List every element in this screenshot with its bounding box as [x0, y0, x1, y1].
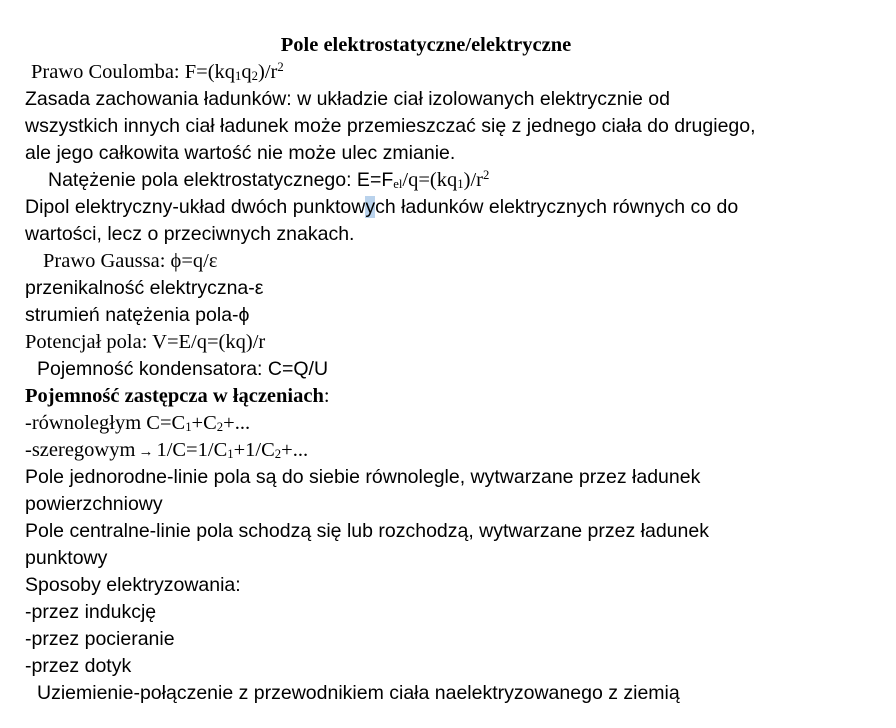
subscript: el [393, 176, 403, 191]
series-text: 1/C=1/C [156, 439, 228, 461]
central-field-line-1: Pole centralne-linie pola schodzą się lub rozchodzą, wytwarzane przez ładunek [25, 520, 709, 542]
subscript: 1 [227, 446, 234, 461]
dipole-text: ch ładunków elektrycznych równych co do [375, 196, 739, 218]
coulomb-text: )/r [258, 61, 278, 83]
series-text: -szeregowym [25, 439, 136, 461]
right-arrow-icon: → [138, 444, 154, 460]
parallel-text: +... [223, 412, 251, 434]
subscript: 2 [251, 68, 258, 83]
equivalent-capacitance-heading [25, 383, 330, 410]
document-title: Pole elektrostatyczne/elektryczne [280, 34, 572, 56]
electrification-item: -przez dotyk [25, 655, 132, 677]
heading-colon: : [323, 385, 330, 407]
dipole-text: Dipol elektryczny-układ dwóch punktow [25, 196, 366, 218]
subscript: 2 [274, 446, 282, 461]
field-strength-text: /q=(kq [402, 169, 458, 191]
coulomb-text: q [241, 61, 252, 83]
subscript: 1 [235, 68, 242, 83]
electrification-heading: Sposoby elektryzowania: [25, 574, 241, 596]
conservation-line-2: wszystkich innych ciał ładunek może przemieszczać się z jednego ciała do drugiego, [25, 115, 756, 137]
series-text: +1/C [233, 439, 275, 461]
electrification-item: -przez indukcję [25, 601, 157, 623]
central-field-line-2: punktowy [25, 547, 108, 569]
uniform-field-line-1: Pole jednorodne-linie pola są do siebie równolegle, wytwarzane przez ładunek [25, 466, 701, 488]
coulomb-law [31, 59, 284, 86]
field-strength [48, 167, 489, 194]
field-strength-text: Natężenie pola elektrostatycznego: E=F [48, 169, 394, 191]
subscript: 1 [185, 419, 192, 434]
grounding: Uziemienie-połączenie z przewodnikiem ciała naelektryzowanego z ziemią [37, 682, 680, 704]
dipole-line-1 [25, 194, 738, 221]
flux: strumień natężenia pola-ϕ [25, 304, 250, 326]
superscript: 2 [277, 60, 284, 75]
uniform-field-line-2: powierzchniowy [25, 493, 163, 515]
subscript: 1 [457, 176, 464, 191]
series-connection [25, 437, 308, 466]
text-cursor-selection: y [365, 196, 376, 218]
potential: Potencjał pola: V=E/q=(kq)/r [25, 331, 266, 353]
series-text: +... [281, 439, 309, 461]
capacitance: Pojemność kondensatora: C=Q/U [37, 358, 329, 380]
parallel-connection [25, 410, 250, 437]
heading-bold-text: Pojemność zastępcza w łączeniach [25, 385, 324, 407]
parallel-text: +C [191, 412, 217, 434]
parallel-text: -równoległym C=C [25, 412, 186, 434]
gauss-law: Prawo Gaussa: ϕ=q/ε [43, 250, 218, 272]
superscript: 2 [482, 168, 490, 183]
conservation-line-1: Zasada zachowania ładunków: w układzie ciał izolowanych elektrycznie od [25, 88, 670, 110]
field-strength-text: )/r [463, 169, 483, 191]
electrification-item: -przez pocieranie [25, 628, 175, 650]
conservation-line-3: ale jego całkowita wartość nie może ulec zmianie. [25, 142, 456, 164]
permittivity: przenikalność elektryczna-ε [25, 277, 264, 299]
dipole-line-2: wartości, lecz o przeciwnych znakach. [25, 223, 355, 245]
coulomb-text: Prawo Coulomba: F=(kq [31, 61, 236, 83]
subscript: 2 [216, 419, 224, 434]
